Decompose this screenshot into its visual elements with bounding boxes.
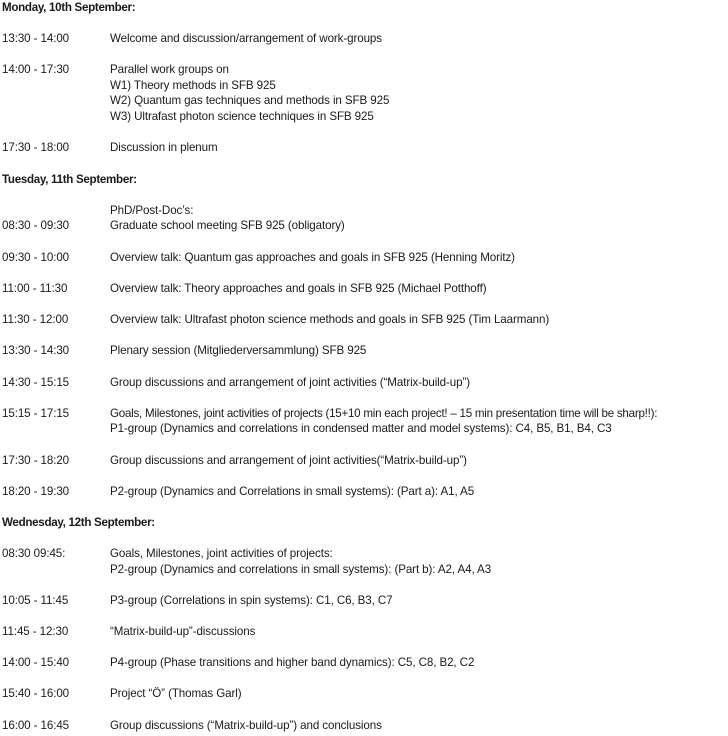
session-description: Goals, Milestones, joint activities of projects: bbox=[110, 547, 333, 560]
session-description: “Matrix-build-up”-discussions bbox=[110, 625, 256, 638]
session-time: 17:30 - 18:00 bbox=[2, 141, 70, 154]
session-description: P2-group (Dynamics and correlations in small systems): (Part b): A2, A4, A3 bbox=[110, 563, 492, 576]
session-time: 13:30 - 14:00 bbox=[2, 32, 70, 45]
session-description: Project “Ö” (Thomas Garl) bbox=[110, 687, 242, 700]
session-description: Parallel work groups on bbox=[110, 63, 229, 76]
session-description: Group discussions and arrangement of joint activities(“Matrix-build-up”) bbox=[110, 454, 467, 467]
session-description: PhD/Post-Doc’s: bbox=[110, 204, 194, 217]
session-time: 15:40 - 16:00 bbox=[2, 687, 70, 700]
session-time: 11:30 - 12:00 bbox=[2, 313, 69, 326]
session-time: 10:05 - 11:45 bbox=[2, 594, 69, 607]
session-time: 14:30 - 15:15 bbox=[2, 376, 70, 389]
session-time: 13:30 - 14:30 bbox=[2, 344, 70, 357]
session-time: 11:00 - 11:30 bbox=[2, 282, 68, 295]
session-description: Plenary session (Mitgliederversammlung) SFB 925 bbox=[110, 344, 367, 357]
session-time: 16:00 - 16:45 bbox=[2, 719, 70, 732]
session-description: Group discussions (“Matrix-build-up”) and conclusions bbox=[110, 719, 382, 732]
session-description: W2) Quantum gas techniques and methods in SFB 925 bbox=[110, 94, 390, 107]
session-description: Discussion in plenum bbox=[110, 141, 218, 154]
session-description: Overview talk: Theory approaches and goals in SFB 925 (Michael Potthoff) bbox=[110, 282, 487, 295]
session-description: Group discussions and arrangement of joint activities (“Matrix-build-up”) bbox=[110, 376, 470, 389]
session-description: W3) Ultrafast photon science techniques in SFB 925 bbox=[110, 110, 374, 123]
session-time: 09:30 - 10:00 bbox=[2, 251, 70, 264]
session-time: 14:00 - 15:40 bbox=[2, 656, 70, 669]
day-heading-tuesday: Tuesday, 11th September: bbox=[2, 173, 137, 186]
session-time: 08:30 09:45: bbox=[2, 547, 66, 560]
session-time: 17:30 - 18:20 bbox=[2, 454, 70, 467]
session-description: P3-group (Correlations in spin systems): C1, C6, B3, C7 bbox=[110, 594, 393, 607]
session-time: 14:00 - 17:30 bbox=[2, 63, 70, 76]
session-description: P1-group (Dynamics and correlations in condensed matter and model systems): C4, B5, B1, B4, C3 bbox=[110, 422, 612, 435]
session-time: 08:30 - 09:30 bbox=[2, 219, 70, 232]
session-time: 18:20 - 19:30 bbox=[2, 485, 70, 498]
session-description: P2-group (Dynamics and Correlations in small systems): (Part a): A1, A5 bbox=[110, 485, 475, 498]
session-description: W1) Theory methods in SFB 925 bbox=[110, 79, 276, 92]
session-time: 11:45 - 12:30 bbox=[2, 625, 69, 638]
session-description: P4-group (Phase transitions and higher band dynamics): C5, C8, B2, C2 bbox=[110, 656, 475, 669]
session-description: Welcome and discussion/arrangement of work-groups bbox=[110, 32, 382, 45]
session-description: Graduate school meeting SFB 925 (obligatory) bbox=[110, 219, 345, 232]
session-time: 15:15 - 17:15 bbox=[2, 407, 70, 420]
session-description: Overview talk: Ultrafast photon science methods and goals in SFB 925 (Tim Laarmann) bbox=[110, 313, 550, 326]
day-heading-wednesday: Wednesday, 12th September: bbox=[2, 516, 155, 529]
session-description: Goals, Milestones, joint activities of projects (15+10 min each project! – 15 min presentation time will be sharp!!): bbox=[110, 407, 658, 420]
day-heading-monday: Monday, 10th September: bbox=[2, 1, 136, 14]
session-description: Overview talk: Quantum gas approaches and goals in SFB 925 (Henning Moritz) bbox=[110, 251, 515, 264]
